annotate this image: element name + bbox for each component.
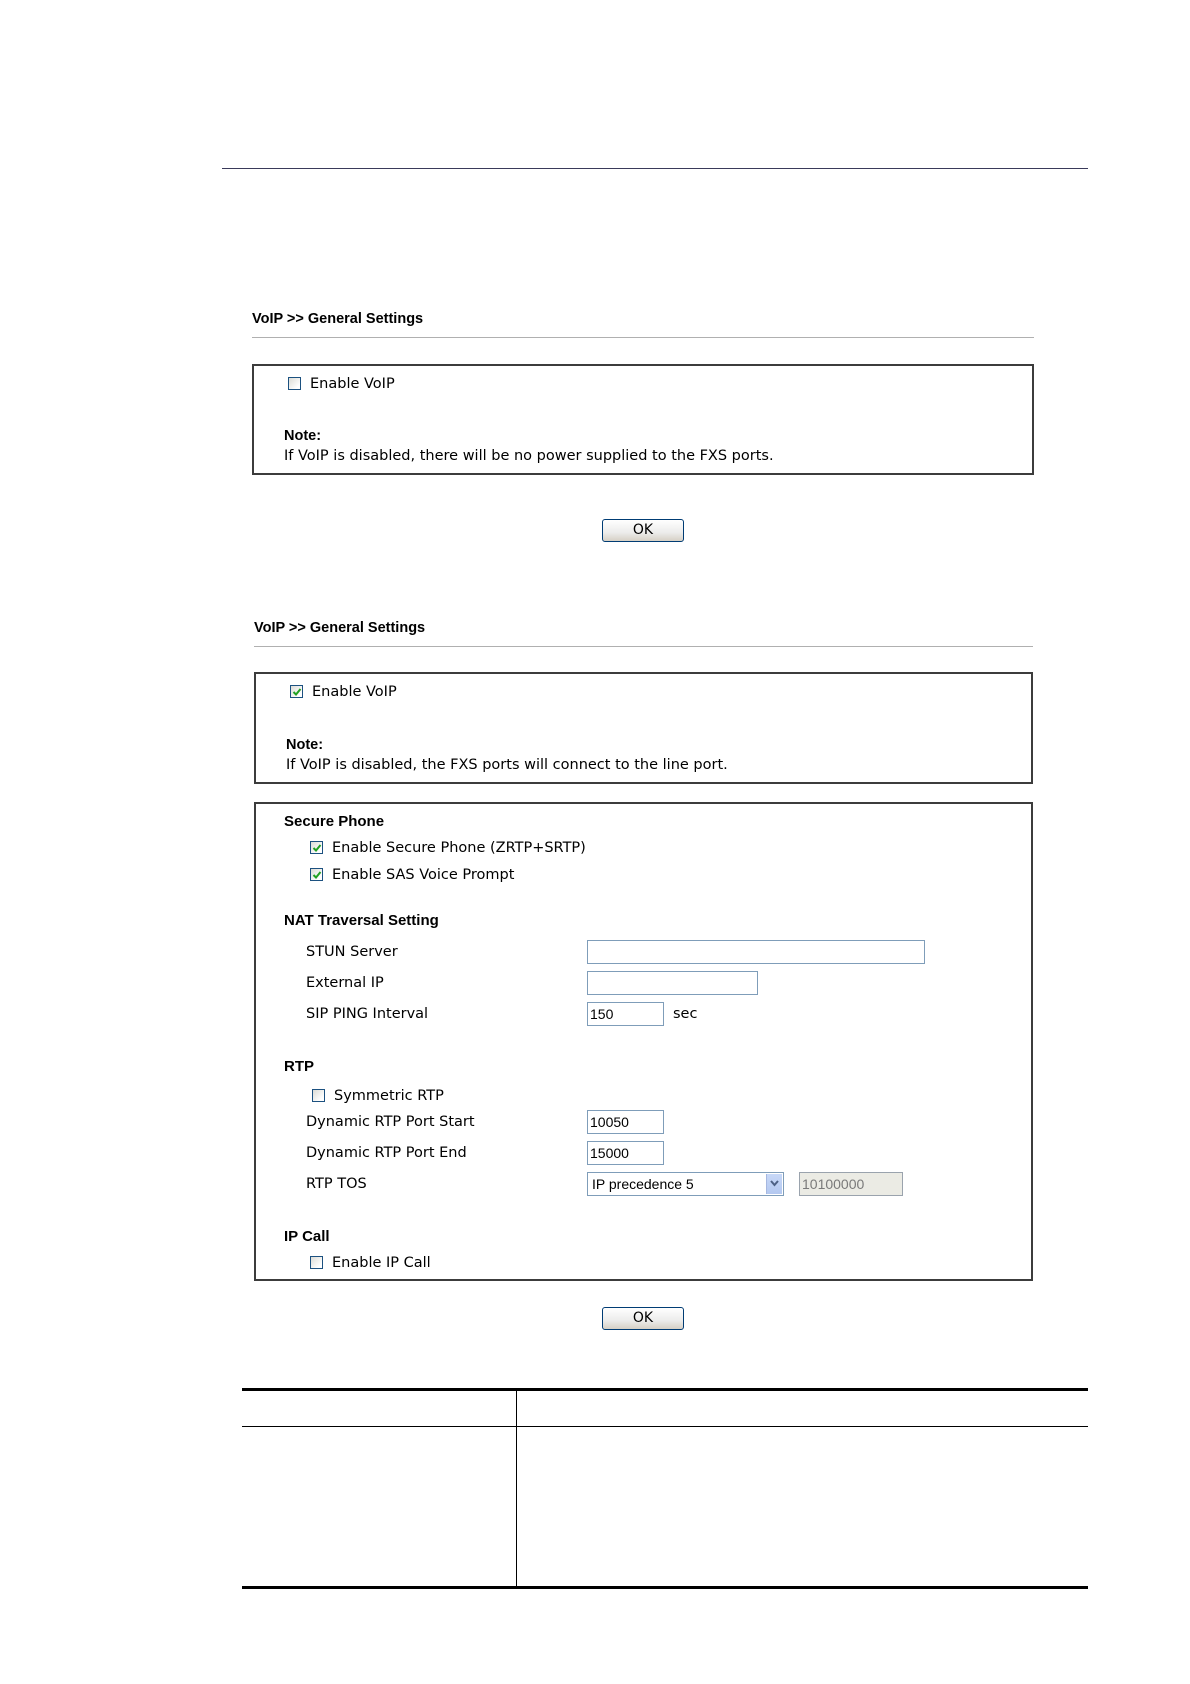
panel1-enable-box xyxy=(252,364,1034,475)
nat-heading: NAT Traversal Setting xyxy=(284,912,439,929)
rtp-port-end-label: Dynamic RTP Port End xyxy=(306,1145,467,1161)
check-icon xyxy=(312,870,322,880)
secure-phone-sas-label: Enable SAS Voice Prompt xyxy=(332,867,515,883)
check-icon xyxy=(312,843,322,853)
panel2-enable-voip-checkbox[interactable] xyxy=(290,685,303,698)
sip-ping-interval-input[interactable]: 150 xyxy=(587,1002,664,1026)
doc-table-column-divider xyxy=(516,1389,517,1587)
enable-ip-call-label: Enable IP Call xyxy=(332,1255,431,1271)
stun-server-label: STUN Server xyxy=(306,944,398,960)
external-ip-label: External IP xyxy=(306,975,384,991)
panel2-settings-box xyxy=(254,802,1033,1281)
chevron-down-icon[interactable] xyxy=(766,1174,782,1194)
secure-phone-zrtp-label: Enable Secure Phone (ZRTP+SRTP) xyxy=(332,840,586,856)
panel2-title: VoIP >> General Settings xyxy=(254,620,426,636)
doc-table-header-rule xyxy=(242,1426,1088,1427)
symmetric-rtp-label: Symmetric RTP xyxy=(334,1088,444,1104)
panel1-enable-voip-checkbox[interactable] xyxy=(288,377,301,390)
panel1-note-text: If VoIP is disabled, there will be no power supplied to the FXS ports. xyxy=(284,448,774,464)
rtp-tos-bits-input: 10100000 xyxy=(799,1172,903,1196)
rtp-tos-selected: IP precedence 5 xyxy=(592,1176,694,1192)
panel2-note-text: If VoIP is disabled, the FXS ports will connect to the line port. xyxy=(286,757,728,773)
panel2-title-rule xyxy=(254,646,1033,647)
panel1-note-heading: Note: xyxy=(284,428,322,444)
symmetric-rtp-checkbox[interactable] xyxy=(312,1089,325,1102)
page-header-rule xyxy=(222,168,1088,169)
sip-ping-unit: sec xyxy=(673,1006,698,1022)
rtp-tos-select[interactable] xyxy=(587,1172,784,1196)
ip-call-heading: IP Call xyxy=(284,1228,330,1245)
stun-server-input[interactable] xyxy=(587,940,925,964)
check-icon xyxy=(292,687,302,697)
panel2-enable-voip-label: Enable VoIP xyxy=(312,684,397,700)
secure-phone-sas-checkbox[interactable] xyxy=(310,868,323,881)
secure-phone-zrtp-checkbox[interactable] xyxy=(310,841,323,854)
panel2-note-heading: Note: xyxy=(286,737,324,753)
doc-table-bottom-rule xyxy=(242,1586,1088,1589)
rtp-tos-label: RTP TOS xyxy=(306,1176,367,1192)
enable-ip-call-checkbox[interactable] xyxy=(310,1256,323,1269)
rtp-port-start-input[interactable]: 10050 xyxy=(587,1110,664,1134)
panel1-enable-voip-label: Enable VoIP xyxy=(310,376,395,392)
panel2-enable-box xyxy=(254,672,1033,784)
panel2-ok-button[interactable]: OK xyxy=(602,1307,684,1330)
panel1-ok-button[interactable]: OK xyxy=(602,519,684,542)
doc-table-top-rule xyxy=(242,1388,1088,1391)
panel1-title-rule xyxy=(252,337,1034,338)
rtp-heading: RTP xyxy=(284,1058,314,1075)
sip-ping-interval-label: SIP PING Interval xyxy=(306,1006,429,1022)
external-ip-input[interactable] xyxy=(587,971,758,995)
secure-phone-heading: Secure Phone xyxy=(284,813,385,830)
panel1-title: VoIP >> General Settings xyxy=(252,311,424,327)
rtp-port-end-input[interactable]: 15000 xyxy=(587,1141,664,1165)
rtp-port-start-label: Dynamic RTP Port Start xyxy=(306,1114,475,1130)
